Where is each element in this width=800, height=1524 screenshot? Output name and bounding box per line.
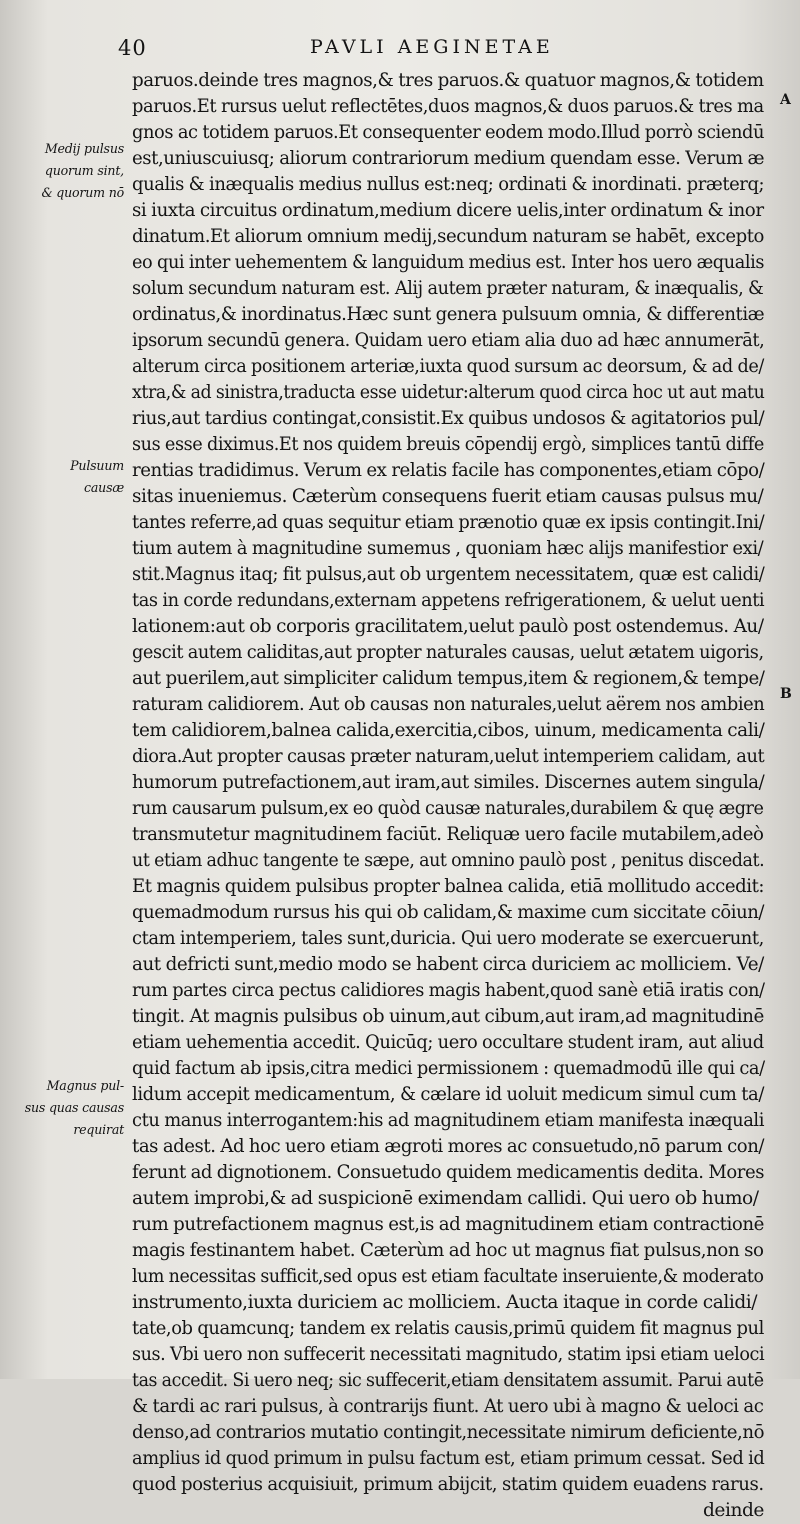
marginal-note-line: Medij pulsus	[44, 141, 124, 156]
text-line: solum secundum naturam est. Alij autem præter naturam, & inæqualis, &	[132, 278, 764, 299]
marginal-note-line: requirat	[73, 1122, 124, 1137]
signature-mark-a: A	[780, 92, 791, 108]
page-number: 40	[118, 36, 147, 60]
text-line: quod posterius acquisiuit, primum abijcit, statim quidem euadens rarus.	[132, 1474, 764, 1495]
text-line: dinatum.Et aliorum omnium medij,secundum naturam se habēt, excepto	[132, 226, 764, 247]
marginal-note-line: quorum sint,	[44, 163, 124, 178]
marginal-note-line: causæ	[84, 480, 124, 495]
text-line: tate,ob quamcunq; tandem ex relatis causis,primū quidem fit magnus pul	[132, 1318, 764, 1339]
text-line: paruos.Et rursus uelut reflectētes,duos magnos,& duos paruos.& tres ma	[132, 96, 764, 117]
marginal-note-pulsuum-causae	[6, 455, 124, 499]
page-header	[0, 36, 800, 66]
text-line: tium autem à magnitudine sumemus , quoniam hæc alijs manifestior exi/	[132, 538, 764, 559]
text-line: quemadmodum rursus his qui ob calidam,& maxime cum siccitate cōiun/	[132, 902, 765, 923]
text-line: autem improbi,& ad suspicionē eximendam callidi. Qui uero ob humo/	[132, 1188, 759, 1209]
text-line: transmutetur magnitudinem faciūt. Reliquæ uero facile mutabilem,adeò	[132, 824, 764, 845]
text-line: qualis & inæqualis medius nullus est:neq; ordinati & inordinati. præterq;	[132, 174, 765, 195]
text-line: etiam uehementia accedit. Quicūq; uero occultare student iram, aut aliud	[132, 1032, 764, 1053]
signature-mark-b: B	[780, 686, 792, 702]
text-line: amplius id quod primum in pulsu factum est, etiam primum cessat. Sed id	[132, 1448, 765, 1469]
marginal-note-line: Pulsuum	[70, 458, 124, 473]
text-line: xtra,& ad sinistra,traducta esse uidetur:alterum quod circa hoc ut aut matu	[132, 382, 765, 403]
text-line: raturam calidiorem. Aut ob causas non naturales,uelut aërem nos ambien	[132, 694, 765, 715]
text-line: ordinatus,& inordinatus.Hæc sunt genera pulsuum omnia, & differentiæ	[132, 304, 765, 325]
marginal-note-line: & quorum nō	[41, 185, 124, 200]
text-line: quid factum ab ipsis,citra medici permissionem : quemadmodū ille qui ca/	[132, 1058, 765, 1079]
text-line: tem calidiorem,balnea calida,exercitia,cibos, uinum, medicamenta cali/	[132, 720, 765, 741]
text-line: si iuxta circuitus ordinatum,medium dicere uelis,inter ordinatum & inor	[132, 200, 764, 221]
main-text-block	[132, 68, 764, 1524]
text-line: diora.Aut propter causas præter naturam,uelut intemperiem calidam, aut	[132, 746, 765, 767]
text-line: ipsorum secundū genera. Quidam uero etiam alia duo ad hæc annumerāt,	[132, 330, 765, 351]
text-line: gnos ac totidem paruos.Et consequenter eodem modo.Illud porrò sciendū	[132, 122, 765, 143]
text-line: paruos.deinde tres magnos,& tres paruos.& quatuor magnos,& totidem	[132, 70, 764, 91]
text-line: rum putrefactionem magnus est,is ad magnitudinem etiam contractionē	[132, 1214, 764, 1235]
text-line: stit.Magnus itaq; fit pulsus,aut ob urgentem necessitatem, quæ est calidi/	[132, 564, 765, 585]
text-line: rum causarum pulsum,ex eo quòd causæ naturales,durabilem & quę ægre	[132, 798, 764, 819]
marginal-note-line: Magnus pul-	[46, 1078, 124, 1093]
text-line: instrumento,iuxta duriciem ac molliciem. Aucta itaque in corde calidi/	[132, 1292, 758, 1313]
text-line: tas adest. Ad hoc uero etiam ægroti mores ac consuetudo,nō parum con/	[132, 1136, 765, 1157]
text-line: eo qui inter uehementem & languidum medius est. Inter hos uero æqualis	[132, 252, 764, 273]
text-line: rius,aut tardius contingat,consistit.Ex quibus undosos & agitatorios pul/	[132, 408, 765, 429]
text-line: lidum accepit medicamentum, & cælare id uoluit medicum simul cum ta/	[132, 1084, 764, 1105]
text-line: ctu manus interrogantem:his ad magnitudinem etiam manifesta inæquali	[132, 1110, 765, 1131]
text-line: tantes referre,ad quas sequitur etiam prænotio quæ ex ipsis contingit.Ini/	[132, 512, 765, 533]
text-line: sus. Vbi uero non suffecerit necessitati magnitudo, statim ipsi etiam ueloci	[132, 1344, 765, 1365]
text-line: alterum circa positionem arteriæ,iuxta quod sursum ac deorsum, & ad de/	[132, 356, 764, 377]
text-line: aut puerilem,aut simpliciter calidum tempus,item & regionem,& tempe/	[132, 668, 765, 689]
text-line: & tardi ac rari pulsus, à contrarijs fiunt. At uero ubi à magno & ueloci ac	[132, 1396, 764, 1417]
text-line: Et magnis quidem pulsibus propter balnea calida, etiā mollitudo accedit:	[132, 876, 765, 897]
text-line: ctam intemperiem, tales sunt,duricia. Qui uero moderate se exercuerunt,	[132, 928, 764, 949]
text-line: ferunt ad dignotionem. Consuetudo quidem medicamentis dedita. Mores	[132, 1162, 765, 1183]
text-line: tas in corde redundans,externam appetens refrigerationem, & uelut uenti	[132, 590, 765, 611]
running-title: PAVLI AEGINETAE	[310, 36, 554, 58]
text-line: rum partes circa pectus calidiores magis habent,quod sanè etiā iratis con/	[132, 980, 765, 1001]
marginal-note-medij-pulsus	[6, 138, 124, 204]
text-line: est,uniuscuiusq; aliorum contrariorum medium quendam esse. Verum æ	[132, 148, 765, 169]
text-line: magis festinantem habet. Cæterùm ad hoc ut magnus fiat pulsus,non so	[132, 1240, 764, 1261]
marginal-note-magnus-pulsus	[6, 1075, 124, 1141]
text-line: gescit autem caliditas,aut propter naturales causas, uelut ætatem uigoris,	[132, 642, 764, 663]
text-line: tas accedit. Si uero neq; sic suffecerit,etiam densitatem assumit. Parui autē	[132, 1370, 764, 1391]
text-line: sus esse diximus.Et nos quidem breuis cōpendij ergò, simplices tantū diffe	[132, 434, 764, 455]
text-line: lum necessitas sufficit,sed opus est etiam facultate inseruiente,& moderato	[132, 1266, 764, 1287]
marginal-note-line: sus quas causas	[24, 1100, 124, 1115]
text-line: deinde	[702, 1500, 764, 1521]
text-line: ut etiam adhuc tangente te sæpe, aut omnino paulò post , penitus discedat.	[132, 850, 765, 871]
text-line: rentias tradidimus. Verum ex relatis facile has componentes,etiam cōpo/	[132, 460, 765, 481]
text-line: aut defricti sunt,medio modo se habent circa duriciem ac molliciem. Ve/	[132, 954, 764, 975]
text-line: lationem:aut ob corporis gracilitatem,uelut paulò post ostendemus. Au/	[132, 616, 764, 637]
text-line: tingit. At magnis pulsibus ob uinum,aut cibum,aut iram,ad magnitudinē	[132, 1006, 764, 1027]
text-line: sitas inueniemus. Cæterùm consequens fuerit etiam causas pulsus mu/	[132, 486, 764, 507]
text-line: humorum putrefactionem,aut iram,aut similes. Discernes autem singula/	[132, 772, 765, 793]
text-line: denso,ad contrarios mutatio contingit,necessitate nimirum deficiente,nō	[132, 1422, 765, 1443]
